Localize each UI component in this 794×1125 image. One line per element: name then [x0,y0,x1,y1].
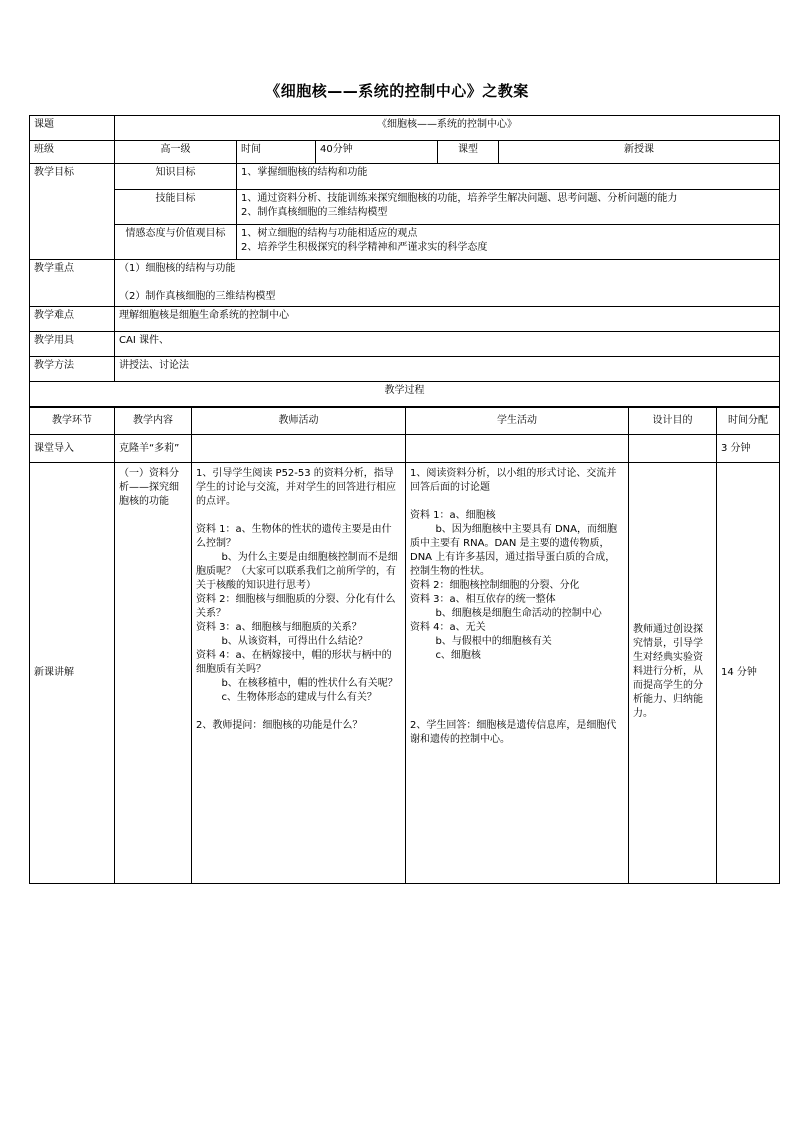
header-stage: 教学环节 [30,408,115,435]
type-label: 课型 [438,141,499,164]
method-label: 教学方法 [30,357,115,382]
topic-label: 课题 [30,116,115,141]
skill-value: 1、通过资料分析、技能训练来探究细胞核的功能，培养学生解决问题、思考问题、分析问题的能力 2、制作真核细胞的三维结构模型 [237,190,780,225]
new-stage: 新课讲解 [30,463,115,884]
header-content: 教学内容 [115,408,192,435]
difficulty-value: 理解细胞核是细胞生命系统的控制中心 [115,307,780,332]
time-value: 40分钟 [316,141,438,164]
header-teacher: 教师活动 [192,408,406,435]
process-label: 教学过程 [30,382,780,407]
key-label: 教学重点 [30,260,115,307]
info-table [29,115,780,407]
skill-label: 技能目标 [115,190,237,225]
page-title: 《细胞核——系统的控制中心》之教案 [265,82,529,100]
class-label: 班级 [30,141,115,164]
header-student: 学生活动 [406,408,629,435]
topic-value: 《细胞核——系统的控制中心》 [115,116,780,141]
new-teacher-activity: 1、引导学生阅读 P52-53 的资料分析，指导学生的讨论与交流，并对学生的回答进行相应的点评。 资料 1：a、生物体的性状的遗传主要是由什么控制？ b、为什么主要是由细胞核控制而不是细胞质呢？（大家可以联系我们之前所学的，有关于核酸的知识进行思考） 资料 2：细胞核与细胞质的分裂、分化有什么关系？ 资料 3：a、细胞核与细胞质的关系？ b、从该资料，可得出什么结论？ 资料 4：a、在柄嫁接中，帽的形状与柄中的细胞质有关吗？ b、在核移植中，帽的性状什么有关呢？ c、生物体形态的建成与什么有关？ 2、教师提问：细胞核的功能是什么？ [192,463,406,884]
intro-purpose [629,435,717,463]
knowledge-label: 知识目标 [115,164,237,190]
method-value: 讲授法、讨论法 [115,357,780,382]
class-value: 高一级 [115,141,237,164]
emotion-label: 情感态度与价值观目标 [115,225,237,260]
difficulty-label: 教学难点 [30,307,115,332]
intro-content: 克隆羊“多莉” [115,435,192,463]
knowledge-value: 1、掌握细胞核的结构和功能 [237,164,780,190]
header-purpose: 设计目的 [629,408,717,435]
intro-stage: 课堂导入 [30,435,115,463]
intro-teacher [192,435,406,463]
new-student-activity: 1、阅读资料分析，以小组的形式讨论、交流并回答后面的讨论题 资料 1：a、细胞核 b、因为细胞核中主要具有 DNA，而细胞质中主要有 RNA。DAN 是主要的遗传物质，DNA 上有许多基因，通过指导蛋白质的合成，控制生物的性状。 资料 2：细胞核控制细胞的分裂、分化 资料 3：a、相互依存的统一整体 b、细胞核是细胞生命活动的控制中心 资料 4：a、无关 b、与假根中的细胞核有关 c、细胞核 2、学生回答：细胞核是遗传信息库，是细胞代谢和遗传的控制中心。 [406,463,629,884]
tools-value: CAI 课件、 [115,332,780,357]
intro-student [406,435,629,463]
process-table [29,407,780,884]
new-purpose: 教师通过创设探究情景，引导学生对经典实验资料进行分析，从而提高学生的分析能力、归纳能力。 [629,463,717,884]
new-content: （一）资料分析——探究细胞核的功能 [115,463,192,884]
intro-time: 3 分钟 [717,435,780,463]
tools-label: 教学用具 [30,332,115,357]
new-time: 14 分钟 [717,463,780,884]
type-value: 新授课 [499,141,780,164]
key-value: （1）细胞核的结构与功能 （2）制作真核细胞的三维结构模型 [115,260,780,307]
goal-label: 教学目标 [30,164,115,260]
emotion-value: 1、树立细胞的结构与功能相适应的观点 2、培养学生积极探究的科学精神和严谨求实的科学态度 [237,225,780,260]
header-time: 时间分配 [717,408,780,435]
time-label: 时间 [237,141,316,164]
